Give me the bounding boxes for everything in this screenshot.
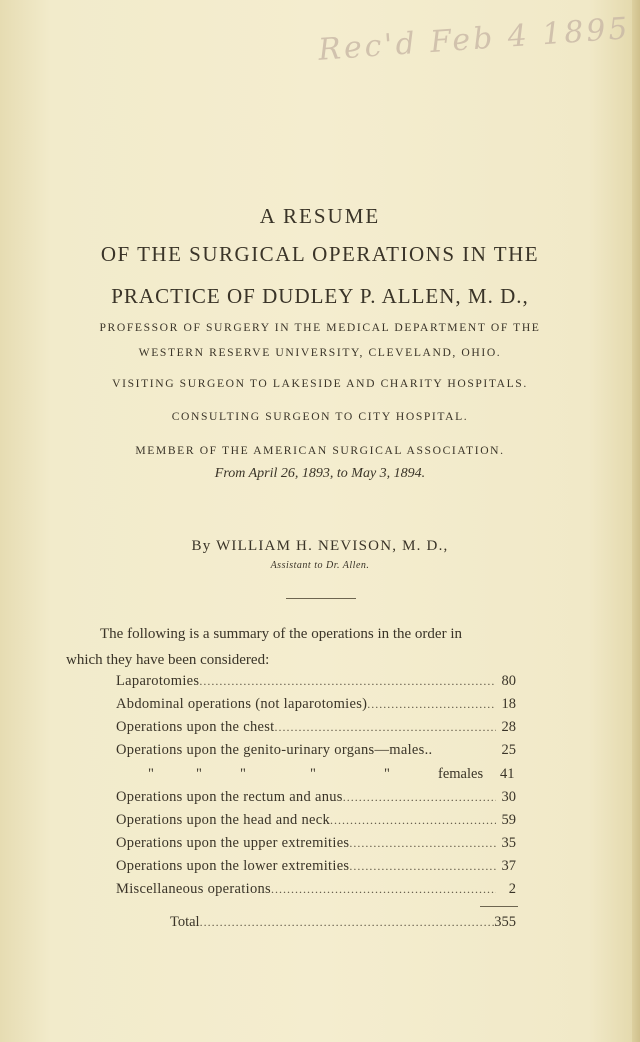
leader-dots xyxy=(367,697,496,712)
total-rule xyxy=(480,906,518,907)
table-row xyxy=(116,696,516,716)
table-row xyxy=(116,789,516,809)
leader-dots xyxy=(275,720,496,735)
ditto-mark: " xyxy=(240,766,246,782)
operation-count: 41 xyxy=(500,766,515,782)
ditto-mark: " xyxy=(310,766,316,782)
total-value: 355 xyxy=(494,914,516,930)
date-range: From April 26, 1893, to May 3, 1894. xyxy=(214,466,426,481)
intro-line-2: which they have been considered: xyxy=(66,652,270,668)
table-row xyxy=(116,673,516,693)
title-line-1: A RESUME xyxy=(259,204,381,228)
operation-count: 28 xyxy=(501,719,516,735)
operation-count: 59 xyxy=(501,812,516,828)
operation-count: 18 xyxy=(501,696,516,712)
operation-label: Operations upon the upper extremities xyxy=(116,835,350,851)
table-row xyxy=(116,835,516,855)
operation-count: 30 xyxy=(501,789,516,805)
assistant-note: Assistant to Dr. Allen. xyxy=(270,560,370,571)
operation-label: Operations upon the chest xyxy=(116,719,275,735)
operation-label: Operations upon the rectum and anus xyxy=(116,789,343,805)
table-row xyxy=(116,812,516,832)
operation-label: Miscellaneous operations xyxy=(116,881,271,897)
handwritten-note: Rec'd Feb 4 1895 xyxy=(317,11,632,68)
page-edge xyxy=(632,0,640,1042)
credential-line-4: CONSULTING SURGEON TO CITY HOSPITAL. xyxy=(171,410,469,423)
table-row xyxy=(116,858,516,878)
operation-label: Operations upon the head and neck xyxy=(116,812,331,828)
operation-count: 35 xyxy=(501,835,516,851)
credential-line-3: VISITING SURGEON TO LAKESIDE AND CHARITY HOSPITALS. xyxy=(112,377,528,390)
table-row xyxy=(116,742,516,762)
operation-label: Operations upon the genito-urinary organs—males.. xyxy=(116,742,433,758)
credential-line-5: MEMBER OF THE AMERICAN SURGICAL ASSOCIATION. xyxy=(135,444,505,457)
operation-label: Abdominal operations (not laparotomies) xyxy=(116,696,368,712)
leader-dots xyxy=(330,813,496,828)
ditto-mark: " xyxy=(196,766,202,782)
leader-dots xyxy=(199,674,496,689)
ditto-mark: " xyxy=(384,766,390,782)
total-row xyxy=(170,914,516,931)
leader-dots xyxy=(343,790,496,805)
title-line-3: PRACTICE OF DUDLEY P. ALLEN, M. D., xyxy=(111,284,529,308)
leader-dots xyxy=(349,859,496,874)
total-label: Total xyxy=(170,914,200,930)
table-row xyxy=(116,719,516,739)
operation-label: Operations upon the lower extremities xyxy=(116,858,350,874)
intro-line-1: The following is a summary of the operations in the order in xyxy=(100,626,462,642)
table-row-ditto xyxy=(116,766,516,786)
leader-dots xyxy=(349,836,496,851)
operation-count: 25 xyxy=(501,742,516,758)
author-byline: By WILLIAM H. NEVISON, M. D., xyxy=(191,538,449,554)
operation-label: Laparotomies xyxy=(116,673,200,689)
divider-rule xyxy=(286,598,356,599)
leader-dots xyxy=(200,915,495,930)
operation-count: 80 xyxy=(501,673,516,689)
operation-count: 37 xyxy=(501,858,516,874)
ditto-mark: " xyxy=(148,766,154,782)
credential-line-2: WESTERN RESERVE UNIVERSITY, CLEVELAND, OHIO. xyxy=(138,346,502,359)
operation-count: 2 xyxy=(508,881,516,897)
operation-label: females xyxy=(438,766,484,782)
leader-dots xyxy=(271,882,496,897)
credential-line-1: PROFESSOR OF SURGERY IN THE MEDICAL DEPARTMENT OF THE xyxy=(99,321,541,334)
title-line-2: OF THE SURGICAL OPERATIONS IN THE xyxy=(100,242,540,266)
table-row xyxy=(116,881,516,901)
